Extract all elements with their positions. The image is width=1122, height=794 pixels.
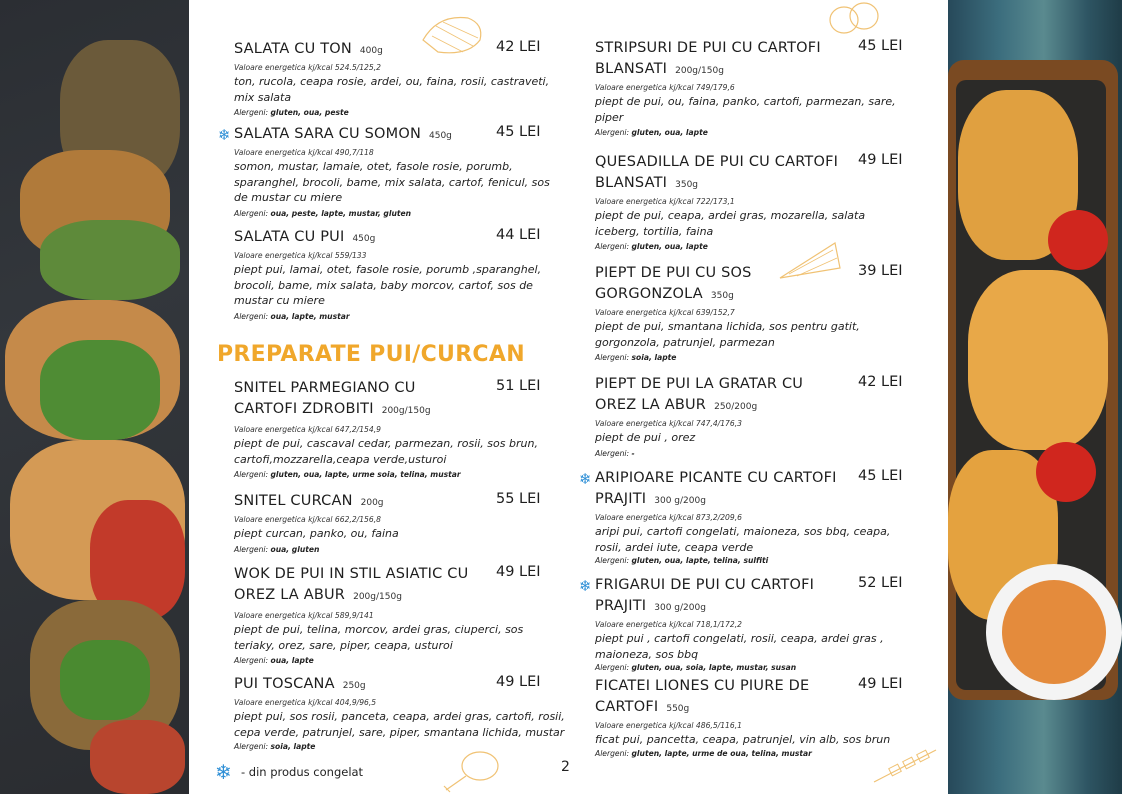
item-allergens: gluten, oua, soia, lapte, mustar, susan [631, 663, 797, 672]
energy-value: 589,9/141 [334, 611, 374, 620]
allergen-label: Alergeni: [234, 544, 269, 554]
item-name: ARIPIOARE PICANTE CU CARTOFI [595, 470, 837, 486]
energy-label: Valoare energetica kj/kcal [234, 148, 333, 157]
item-description: piept pui, sos rosii, panceta, ceapa, ardei gras, cartofi, rosii, cepa verde, patrunjel, sare, piper, smantana lichida, mustar [234, 710, 565, 739]
food-shape [968, 270, 1108, 450]
item-allergens: gluten, oua, lapte, urme soia, telina, mustar [270, 470, 461, 479]
allergen-label: Alergeni: [234, 108, 269, 117]
allergen-label: Alergeni: [595, 663, 630, 672]
item-price: 49 LEI [858, 676, 903, 692]
allergen-label: Alergeni: [595, 748, 630, 758]
energy-label: Valoare energetica kj/kcal [234, 515, 333, 524]
item-name: PUI TOSCANA [234, 676, 335, 692]
item-description: piept de pui, ceapa, ardei gras, mozarella, salata iceberg, tortilia, faina [595, 209, 866, 238]
item-name-line2: CARTOFI [595, 699, 659, 715]
item-weight: 250/200g [714, 402, 758, 412]
item-description: aripi pui, cartofi congelati, maioneza, sos bbq, ceapa, rosii, ardei iute, ceapa verde [595, 525, 891, 554]
item-price: 44 LEI [496, 227, 541, 243]
energy-label: Valoare energetica kj/kcal [595, 419, 694, 428]
energy-value: 747,4/176,3 [695, 419, 742, 428]
item-price: 45 LEI [858, 468, 903, 484]
item-weight: 450g [352, 234, 376, 244]
item-price: 51 LEI [496, 378, 541, 394]
item-price: 45 LEI [858, 38, 903, 54]
item-name: SNITEL CURCAN [234, 493, 353, 509]
item-price: 42 LEI [858, 374, 903, 390]
item-name-line2: BLANSATI [595, 61, 668, 77]
item-weight: 550g [666, 704, 690, 714]
item-allergens: gluten, lapte, urme de oua, telina, mustar [631, 748, 812, 758]
item-name: PIEPT DE PUI CU SOS [595, 265, 752, 281]
item-allergens: oua, peste, lapte, mustar, gluten [270, 208, 412, 218]
allergen-label: Alergeni: [595, 128, 630, 137]
item-allergens: gluten, oua, lapte, telina, sulfiti [631, 556, 769, 565]
item-name-line2: PRAJITI [595, 598, 647, 614]
item-description: piept pui , cartofi congelati, rosii, ceapa, ardei gras , maioneza, sos bbq [595, 632, 884, 661]
allergen-label: Alergeni: [234, 311, 269, 321]
item-description: piept de pui, ou, faina, panko, cartofi, parmezan, sare, piper [595, 95, 896, 124]
allergen-label: Alergeni: [595, 448, 630, 458]
item-price: 55 LEI [496, 491, 541, 507]
item-price: 49 LEI [496, 564, 541, 580]
food-photo-left [0, 0, 189, 794]
item-weight: 200g [360, 498, 384, 508]
food-shape [40, 220, 180, 300]
item-name-line2: GORGONZOLA [595, 286, 703, 302]
item-weight: 300 g/200g [654, 496, 706, 506]
energy-label: Valoare energetica kj/kcal [595, 83, 694, 92]
food-shape [60, 640, 150, 720]
item-allergens: soia, lapte [270, 742, 316, 751]
food-shape [40, 340, 160, 440]
energy-label: Valoare energetica kj/kcal [595, 721, 694, 730]
item-description: piept curcan, panko, ou, faina [234, 527, 399, 540]
energy-label: Valoare energetica kj/kcal [595, 513, 694, 522]
item-weight: 200g/150g [675, 66, 724, 76]
item-name: SALATA CU PUI [234, 229, 345, 245]
energy-value: 718,1/172,2 [695, 620, 742, 629]
energy-label: Valoare energetica kj/kcal [595, 197, 694, 206]
energy-value: 749/179,6 [695, 83, 735, 92]
item-name-line2: OREZ LA ABUR [234, 587, 346, 603]
item-description: piept de pui, smantana lichida, sos pentru gatit, gorgonzola, patrunjel, parmezan [595, 320, 860, 349]
item-name-line2: BLANSATI [595, 175, 668, 191]
item-weight: 200g/150g [381, 406, 431, 416]
item-weight: 250g [342, 681, 366, 691]
item-description: piept de pui , orez [595, 431, 696, 444]
item-price: 39 LEI [858, 263, 903, 279]
item-weight: 350g [710, 291, 734, 301]
energy-value: 559/133 [334, 251, 367, 260]
allergen-label: Alergeni: [595, 242, 630, 251]
item-description: piept pui, lamai, otet, fasole rosie, porumb ,sparanghel, brocoli, bame, mix salata, baby morcov, cartof, sos de mustar cu miere [234, 263, 542, 307]
item-name: STRIPSURI DE PUI CU CARTOFI [595, 40, 821, 56]
item-description: piept de pui, cascaval cedar, parmezan, rosii, sos brun, cartofi,mozzarella,ceapa verde,usturoi [234, 437, 538, 466]
item-allergens: gluten, oua, lapte [631, 242, 708, 251]
food-shape [90, 720, 185, 794]
item-name: WOK DE PUI IN STIL ASIATIC CU [234, 566, 469, 582]
item-name: FRIGARUI DE PUI CU CARTOFI [595, 577, 815, 593]
energy-value: 490,7/118 [334, 148, 374, 157]
frozen-legend: - din produs congelat [241, 765, 364, 779]
energy-value: 647,2/154,9 [334, 425, 381, 434]
item-allergens: gluten, oua, lapte [631, 128, 708, 137]
item-description: ton, rucola, ceapa rosie, ardei, ou, faina, rosii, castraveti, mix salata [234, 75, 550, 104]
item-name-line2: OREZ LA ABUR [595, 397, 707, 413]
energy-label: Valoare energetica kj/kcal [595, 620, 694, 629]
item-allergens: oua, lapte [270, 656, 314, 665]
energy-label: Valoare energetica kj/kcal [234, 698, 333, 707]
item-allergens: gluten, oua, peste [270, 108, 349, 117]
mushroom-sketch-icon [826, 0, 882, 38]
item-name: QUESADILLA DE PUI CU CARTOFI [595, 154, 839, 170]
energy-label: Valoare energetica kj/kcal [234, 251, 333, 260]
item-weight: 200g/150g [353, 592, 402, 602]
item-allergens: oua, gluten [270, 544, 320, 554]
item-weight: 450g [429, 131, 452, 141]
page-number: 2 [561, 759, 570, 775]
tomato-shape [1048, 210, 1108, 270]
energy-value: 722/173,1 [695, 197, 735, 206]
item-price: 42 LEI [496, 39, 541, 55]
allergen-label: Alergeni: [234, 208, 269, 218]
item-name-line2: CARTOFI ZDROBITI [234, 401, 374, 417]
item-name: SALATA SARA CU SOMON [234, 126, 421, 142]
item-name: FICATEI LIONES CU PIURE DE [595, 678, 810, 694]
energy-label: Valoare energetica kj/kcal [234, 425, 333, 434]
item-allergens: - [631, 448, 635, 458]
allergen-label: Alergeni: [595, 556, 630, 565]
allergen-label: Alergeni: [595, 353, 630, 362]
item-allergens: soia, lapte [631, 353, 677, 362]
snowflake-icon: ❄ [579, 470, 592, 488]
item-weight: 400g [359, 46, 383, 56]
energy-value: 873,2/209,6 [695, 513, 742, 522]
snowflake-legend-icon: ❄ [215, 760, 232, 784]
item-weight: 350g [675, 180, 699, 190]
item-price: 45 LEI [496, 124, 541, 140]
sauce [1002, 580, 1106, 684]
snowflake-icon: ❄ [218, 126, 231, 144]
chicken-leg-sketch-icon [438, 746, 502, 794]
allergen-label: Alergeni: [234, 470, 269, 479]
section-title: PREPARATE PUI/CURCAN [217, 342, 525, 367]
allergen-label: Alergeni: [234, 656, 269, 665]
item-description: ficat pui, pancetta, ceapa, patrunjel, vin alb, sos brun [595, 733, 891, 746]
item-weight: 300 g/200g [654, 603, 706, 613]
item-name: PIEPT DE PUI LA GRATAR CU [595, 376, 804, 392]
item-name-line2: PRAJITI [595, 491, 647, 507]
allergen-label: Alergeni: [234, 742, 269, 751]
item-price: 49 LEI [858, 152, 903, 168]
energy-value: 662,2/156,8 [334, 515, 381, 524]
energy-value: 486,5/116,1 [695, 721, 742, 730]
item-name: SNITEL PARMEGIANO CU [234, 380, 416, 396]
item-price: 52 LEI [858, 575, 903, 591]
item-allergens: oua, lapte, mustar [270, 311, 350, 321]
food-photo-right [948, 0, 1122, 794]
energy-label: Valoare energetica kj/kcal [234, 63, 333, 72]
energy-value: 404,9/96,5 [334, 698, 377, 707]
tomato-shape [1036, 442, 1096, 502]
snowflake-icon: ❄ [579, 577, 592, 595]
energy-label: Valoare energetica kj/kcal [595, 308, 694, 317]
item-price: 49 LEI [496, 674, 541, 690]
energy-value: 524.5/125,2 [334, 63, 381, 72]
item-description: somon, mustar, lamaie, otet, fasole rosie, porumb, sparanghel, brocoli, bame, mix salata, cartof, fenicul, sos de mustar cu miere [234, 160, 550, 204]
item-description: piept de pui, telina, morcov, ardei gras, ciuperci, sos teriaky, orez, sare, piper, ceapa, usturoi [234, 623, 524, 652]
energy-value: 639/152,7 [695, 308, 735, 317]
energy-label: Valoare energetica kj/kcal [234, 611, 333, 620]
item-name: SALATA CU TON [234, 41, 352, 57]
